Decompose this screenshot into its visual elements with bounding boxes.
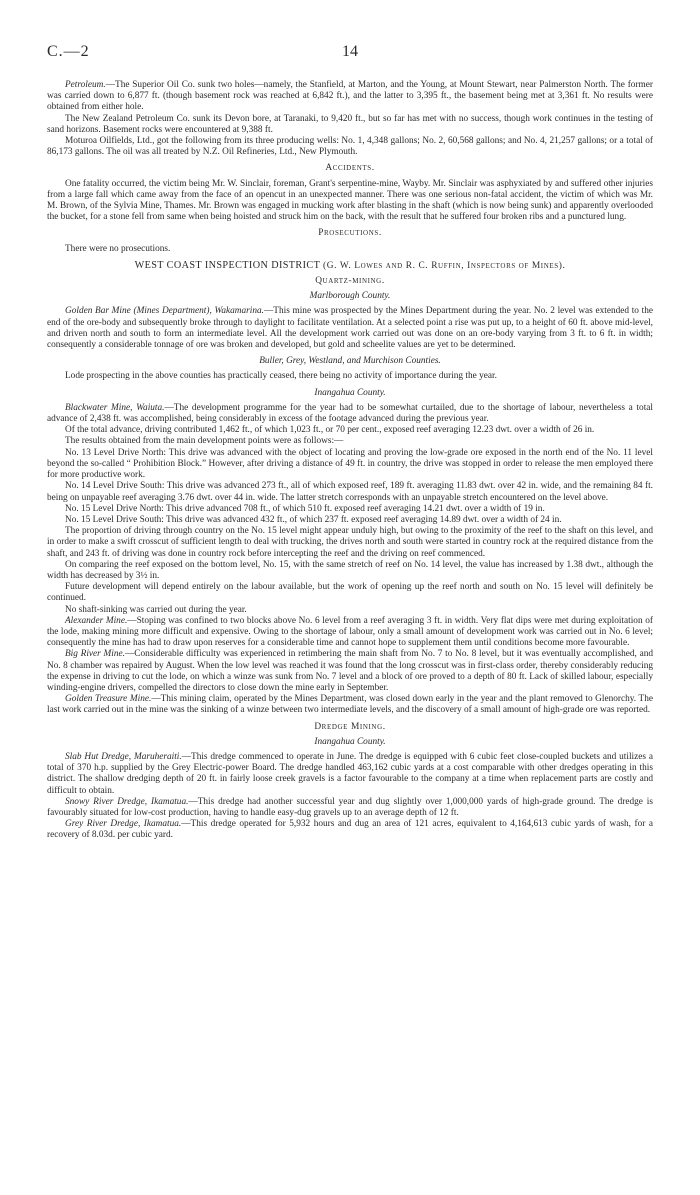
paragraph-lead: Slab Hut Dredge, Maruheraiti.: [65, 751, 182, 762]
district-heading: [47, 260, 653, 272]
paragraph-grey-river: [47, 819, 653, 841]
subheading-buller: Buller, Grey, Westland, and Murchison Counties.: [259, 356, 441, 367]
subheading-inangahua: Inangahua County.: [314, 387, 386, 398]
paragraph-body: —The development programme for the year had to be somewhat curtailed, due to the shortage of labour, nevertheless a total advance of 2,438 ft. was accomplished, being considerably in excess of the footage advanced during the previous year.: [47, 402, 653, 425]
paragraph-alexander: [47, 616, 653, 650]
paragraph-level13-north: No. 13 Level Drive North: This drive was advanced with the object of locating and proving the low-grade ore exposed in the north end of the No. 11 level beyond the so-called “ Prohibition Block.” However, after driving a distance of 49 ft. in country, the drive was stopped in order to release the men employed there for more productive work.: [47, 447, 653, 481]
paragraph-lead: Grey River Dredge, Ikamatua.: [65, 819, 182, 830]
paragraph-lead: Golden Bar Mine (Mines Department), Wakamarina.: [65, 306, 264, 317]
paragraph-comparison: On comparing the reef exposed on the bottom level, No. 15, with the same stretch of reef on No. 14 level, the value has increased by 1.38 dwt., although the width has decreased by 3½ in.: [47, 559, 653, 581]
paragraph-petroleum: [47, 80, 653, 114]
paragraph-lode-prospecting: Lode prospecting in the above counties has practically ceased, there being no activity of importance during the year.: [65, 371, 497, 382]
paragraph-lead: Blackwater Mine, Waiuta.: [65, 402, 165, 413]
paragraph-body: —This mining claim, operated by the Mines Department, was closed down early in the year and the plant removed to Glenorchy. The last work carried out in the mine was the sinking of a winze between two intermediate levels, and the discovery of a small amount of high-grade ore was reported.: [47, 694, 653, 716]
paragraph-shaft-sinking: No shaft-sinking was carried out during the year.: [65, 604, 247, 615]
section-heading-accidents: Accidents.: [325, 163, 375, 174]
section-heading-prosecutions: Prosecutions.: [318, 228, 382, 239]
district-title: WEST COAST INSPECTION DISTRICT: [134, 259, 321, 271]
paragraph-level15-south: No. 15 Level Drive South: This drive was advanced 432 ft., of which 237 ft. exposed reef averaging 14.89 dwt. over a width of 24 in.: [65, 514, 562, 525]
paragraph-slab-hut: [47, 752, 653, 797]
document-reference: C.—2: [47, 43, 90, 60]
section-heading-quartz: Quartz-mining.: [315, 276, 385, 287]
paragraph-body: —This dredge commenced to operate in June. The dredge is equipped with 6 cubic feet close-coupled buckets and utilizes a total of 370 h.p. supplied by the Grey Electric-power Board. The dredge handled 463,162 cubic yards at a cost comparable with other dredges operating in this district. The shallow dredging depth of 20 ft. in fairly loose creek gravels is a factor favourable to the company at a time when replacement parts are costly and difficult to obtain.: [47, 751, 653, 796]
paragraph-body: —Stoping was confined to two blocks above No. 6 level from a reef averaging 3 ft. in width. Very flat dips were met during exploitation of the lode, making mining more difficult and expensive. Owing to the shortage of labour, only a small amount of development work was carried out in No. 6 level; consequently the mine has had to draw upon reserves for a considerable time and cannot hope to supplement them until conditions become more favourable.: [47, 615, 653, 649]
paragraph-body: —This dredge operated for 5,932 hours and dug an area of 121 acres, equivalent to 4,164,613 cubic yards of wash, for a recovery of 8.03d. per cubic yard.: [47, 819, 653, 841]
paragraph-nz-petroleum: The New Zealand Petroleum Co. sunk its Devon bore, at Taranaki, to 9,420 ft., but so far has met with no success, though work continues in the testing of sand horizons. Basement rocks were encountered at 9,388 ft.: [47, 113, 653, 135]
section-heading-dredge: Dredge Mining.: [314, 721, 386, 732]
paragraph-golden-bar: [47, 306, 653, 351]
paragraph-lead: Snowy River Dredge, Ikamatua.: [65, 796, 189, 807]
paragraph-blackwater: [47, 403, 653, 425]
paragraph-body: —This mine was prospected by the Mines Department during the year. No. 2 level was extended to the end of the ore-body and subsequently broke through to daylight to facilitate ventilation. At a selected point a rise was put up, to a height of 60 ft. above mid-level, and driven north and south to form an intermediate level. All the development work carried out was done on an ore-body varying from 3 ft. to 6 ft. in width; consequently a considerable tonnage of ore was broken and developed, but gold and scheelite values are yet to be determined.: [47, 306, 653, 351]
paragraph-body: —The Superior Oil Co. sunk two holes—namely, the Stanfield, at Marton, and the Young, at Mount Stewart, near Palmerston North. The former was carried down to 6,877 ft. (though basement rock was reached at 6,842 ft.), and the latter to 3,395 ft., the basement being met at 3,361 ft. No results were obtained from either hole.: [47, 80, 653, 113]
paragraph-accidents: One fatality occurred, the victim being Mr. W. Sinclair, foreman, Grant's serpentine-mine, Wayby. Mr. Sinclair was asphyxiated by and suffered other injuries from a large fall which came away from the face of an opencut in an unexpected manner. There was one serious non-fatal accident, the victim of which was Mr. M. Brown, of the Sylvia Mine, Thames. Mr. Brown was engaged in mucking work after blasting in the shaft (which is now being sunk) and apparently overlooded the bucket, for a stone fell from same when being hoisted and struck him on the back, with the result that he suffered four broken ribs and a punctured lung.: [47, 178, 653, 223]
subheading-marlborough: Marlborough County.: [309, 291, 391, 302]
paragraph-big-river: [47, 649, 653, 694]
page-header: [47, 43, 653, 68]
page-number: 14: [342, 43, 358, 60]
paragraph-lead: Golden Treasure Mine.: [65, 694, 152, 705]
paragraph-level14-south: No. 14 Level Drive South: This drive was advanced 273 ft., all of which exposed reef, 189 ft. averaging 11.83 dwt. over 42 in. wide, and the remaining 84 ft. being on unpayable reef averaging 3.76 dwt. over 44 in. wide. The latter stretch corresponds with an unpayable stretch encountered on the level above.: [47, 481, 653, 503]
paragraph-body: —This dredge had another successful year and dug slightly over 1,000,000 yards of high-grade ground. The dredge is favourably situated for low-cost production, having to handle easy-dug gravels up to an average depth of 12 ft.: [47, 796, 653, 818]
paragraph-prosecutions: There were no prosecutions.: [65, 243, 171, 254]
district-inspectors: (G. W. Lowes and R. C. Ruffin, Inspectors of Mines).: [323, 260, 566, 271]
paragraph-lead: Alexander Mine.: [65, 615, 128, 626]
paragraph-moturoa: Moturoa Oilfields, Ltd., got the following from its three producing wells: No. 1, 4,348 gallons; No. 2, 60,568 gallons; and No. 4, 21,257 gallons; or a total of 86,173 gallons. The oil was all treated by N.Z. Oil Refineries, Ltd., New Plymouth.: [47, 136, 653, 158]
paragraph-results-intro: The results obtained from the main development points were as follows:—: [65, 436, 344, 447]
paragraph-lead: Big River Mine.: [65, 649, 125, 660]
paragraph-golden-treasure: [47, 694, 653, 716]
paragraph-snowy-river: [47, 797, 653, 819]
subheading-inangahua-dredge: Inangahua County.: [314, 736, 386, 747]
paragraph-total-advance: Of the total advance, driving contributed 1,462 ft., of which 1,023 ft., or 70 per cent., exposed reef averaging 12.23 dwt. over a width of 26 in.: [65, 425, 595, 436]
paragraph-level15-north: No. 15 Level Drive North: This drive advanced 708 ft., of which 510 ft. exposed reef averaging 14.21 dwt. over a width of 19 in.: [65, 503, 545, 514]
paragraph-proportion: The proportion of driving through country on the No. 15 level might appear unduly high, but owing to the proximity of the reef to the shaft on this level, and in order to make a swift crosscut of sufficient length to deal with trucking, the drives north and south were started in country rock at the required distance from the shaft, and 243 ft. of driving was done in country rock before intercepting the reef and the driving on reef commenced.: [47, 526, 653, 559]
paragraph-lead: Petroleum.: [65, 80, 106, 90]
paragraph-body: —Considerable difficulty was experienced in retimbering the main shaft from No. 7 to No. 8 level, but it was eventually accomplished, and No. 8 chamber was repaired by August. When the low level was reached it was found that the long crosscut was in first-class order, thereby considerably reducing the expense in driving to cut the lode, on which a winze was sunk from No. 7 level and a block of ore proved to a depth of 80 ft. Lack of skilled labour, especially winding-engine drivers, compelled the directors to close down the mine early in September.: [47, 649, 653, 693]
paragraph-future-development: Future development will depend entirely on the labour available, but the work of opening up the reef north and south on No. 15 level will definitely be continued.: [47, 582, 653, 604]
